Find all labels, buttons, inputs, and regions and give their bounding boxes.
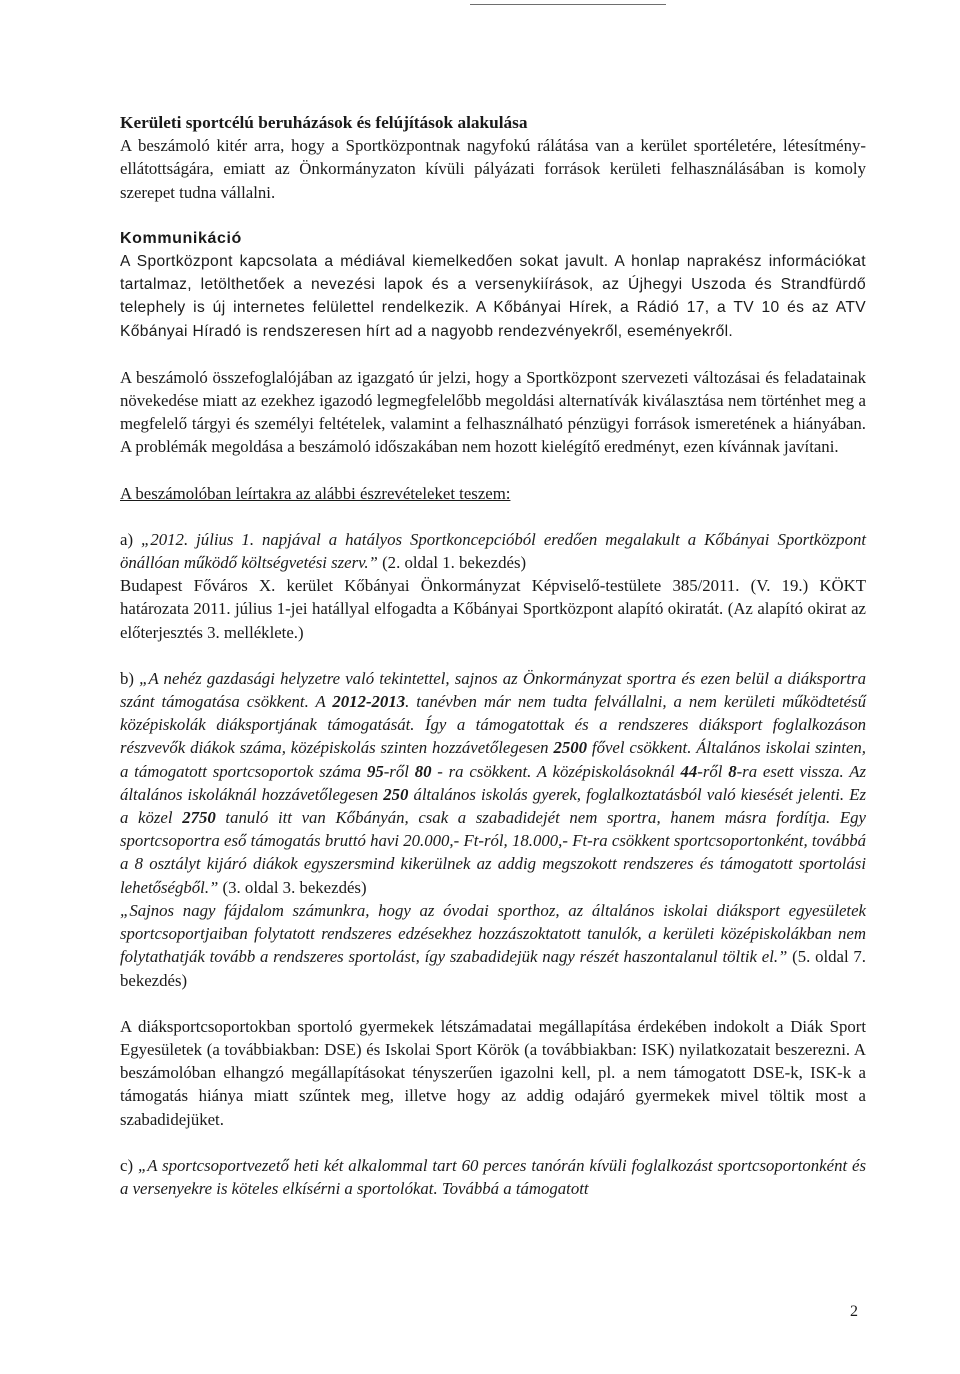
section-title-investments: Kerületi sportcélú beruházások és felújítások alakulása: [120, 113, 528, 132]
item-b-label: b): [120, 668, 140, 688]
item-a-label: a): [120, 529, 142, 549]
paragraph-communication: A Sportközpont kapcsolata a médiával kiemelkedően sokat javult. A honlap naprakész információkat tartalmaz, letölthetőek a nevezési lapok és a versenykiírások, az Újhegyi Uszoda és Strandfürdő telephely is új internetes felülettel rendelkezik. A Kőbányai Hírek, a Rádió 17, a TV 10 és az ATV Kőbányai Híradó is rendszeresen hírt ad a nagyobb rendezvényekről, eseményekről.: [120, 253, 866, 340]
paragraph-dse-isk: A diáksportcsoportokban sportoló gyermekek létszámadatai megállapítása érdekében indokolt a Diák Sport Egyesületek (a továbbiakban: DSE) és Iskolai Sport Körök (a továbbiakban: ISK) nyilatkozatait beszerezni. A beszámolóban elhangzó megállapításokat tényszerűen igazolni kell, pl. a nem támogatott DSE-k, ISK-k a támogatás hiánya miatt szűntek meg, illetve hogy az addig odajáró gyermekek mivel töltik most a szabadidejüket.: [120, 1016, 866, 1129]
section-title-communication: Kommunikáció: [120, 229, 242, 247]
paragraph-investments: A beszámoló kitér arra, hogy a Sportközpontnak nagyfokú rálátása van a kerület sportéletére, létesítmény-ellátottságára, emiatt az Önkormányzaton kívüli pályázati források kerületi felhasználásában is komoly szerepet tudna vállalni.: [120, 136, 866, 202]
item-c-quote: „A sportcsoportvezető heti két alkalommal tart 60 perces tanórán kívüli foglalkozást sportcsoportonként és a versenyekre is köteles elkísérni a sportolókat. Továbbá a támogatott: [120, 1155, 866, 1198]
item-b-reference-2: (5. oldal 7. bekezdés): [120, 947, 867, 990]
item-b-reference-1: (3. oldal 3. bekezdés): [218, 877, 367, 897]
paragraph-summary: A beszámoló összefoglalójában az igazgató úr jelzi, hogy a Sportközpont szervezeti változásai és feladatainak növekedése miatt az ezekhez igazodó legmegfelelőbb megoldási alternatívák kiválasztása nem történhet meg a megfelelő tárgyi és személyi feltételek, valamint a felhasználható pénzügyi források ismeretének a hiányában. A problémák megoldása a beszámoló időszakában nem hozott kielégítő eredményt, ezen kívánnak javítani.: [120, 367, 866, 457]
item-a-reference: (2. oldal 1. bekezdés): [377, 553, 527, 573]
item-b-second-quote: „Sajnos nagy fájdalom számunkra, hogy az óvodai sporthoz, az általános iskolai diáksport egyesületek sportcsoportjaiban folytatott rendszeres edzésekhez hozzászoktatott tanulók, a kerületi középiskolákban nem folytathatják tovább a rendszeres sportolást, így szabadidejük nagy részét haszontalanul töltik el.” (5. oldal 7. bekezdés): [120, 900, 867, 990]
item-a-quote-paragraph: [120, 528, 866, 574]
top-rule: [470, 4, 666, 5]
item-a-body: Budapest Főváros X. kerület Kőbányai Önkormányzat Képviselő-testülete 385/2011. (V. 19.) KÖKT határozata 2011. július 1-jei hatállyal elfogadta a Kőbányai Sportközpont alapító okiratát. (Az alapító okirat az előterjesztés 3. melléklete.): [120, 576, 866, 642]
item-b-quote-paragraph: b) „A nehéz gazdasági helyzetre való tekintettel, sajnos az Önkormányzat sportra és ezen belül a diáksportra szánt támogatása csökkent. A 2012-2013. tanévben már nem tudta felvállalni, a nem kerületi működtetésű középiskolák diáksportjának támogatását. Így a támogatottak és a rendszeres diáksport foglalkozáson részvevők diákok száma, középiskolás szinten hozzávetőlegesen 2500 fővel csökkent. Általános iskolai szinten, a támogatott sportcsoportok száma 95-ről 80 - ra csökkent. A középiskolásoknál 44-ről 8-ra esett vissza. Az általános iskoláknál hozzávetőlegesen 250 általános iskolás gyerek, foglalkoztatásból való kiesését jelenti. Ez a közel 2750 tanuló itt van Kőbányán, csak a szabadidejét nem sportra, hanem másra fordítja. Egy sportcsoportra eső támogatás bruttó havi 20.000,- Ft-ról, 18.000,- Ft-ra csökkent sportcsoportonként, továbbá a 8 osztályt kijáró diákok egyszersmind kikerülnek az addig megszokott rendszeres és támogatott sportolási lehetőségből.” (3. oldal 3. bekezdés): [120, 668, 866, 897]
section-title-remarks: A beszámolóban leírtakra az alábbi észrevételeket teszem:: [120, 483, 511, 503]
item-c-label: c): [120, 1155, 138, 1175]
document-page: [120, 111, 866, 1200]
item-a-quote: „2012. július 1. napjával a hatályos Sportkoncepcióból eredően megalakult a Kőbányai Sportközpont önállóan működő költségvetési szerv.”: [120, 529, 867, 573]
item-c-quote-paragraph: [120, 1154, 866, 1200]
page-number: 2: [850, 1303, 858, 1320]
